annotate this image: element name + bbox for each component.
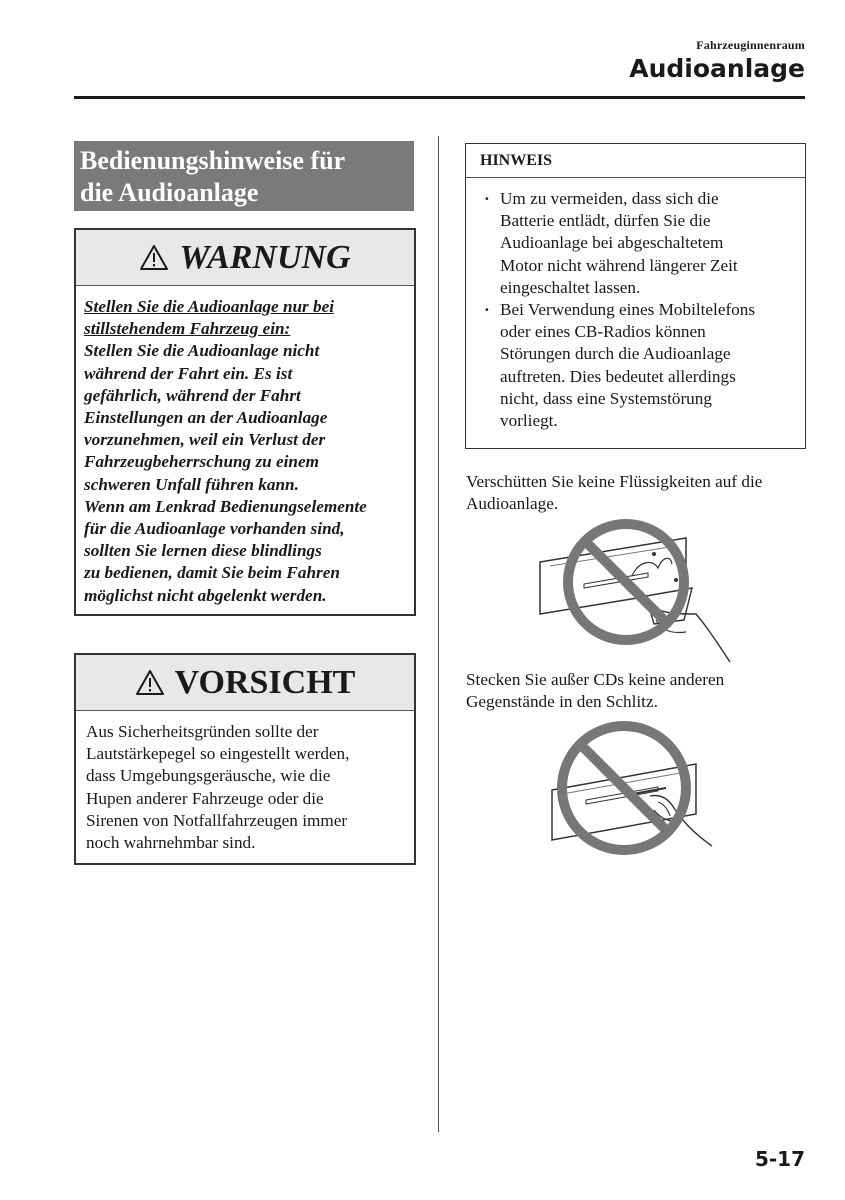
warning-triangle-icon [135,669,165,696]
warning-line: sollten Sie lernen diese blindlings [84,541,322,561]
note-item [480,188,795,299]
note-item [480,299,795,432]
caution-line: dass Umgebungsgeräusche, wie die [86,766,331,786]
no-liquid-illustration [536,518,746,668]
chapter-category: Fahrzeuginnenraum [696,38,805,52]
note-line: · Um zu vermeiden, dass sich die [500,189,719,208]
warning-line: schweren Unfall führen kann. [84,474,299,494]
page-title: Audioanlage [629,54,805,83]
caution-line: Aus Sicherheitsgründen sollte der [86,722,319,741]
caution-title: VORSICHT [174,663,356,701]
warning-line: möglichst nicht abgelenkt werden. [84,585,327,605]
warning-line: Einstellungen an der Audioanlage [84,408,328,428]
note-line: vorliegt. [500,411,558,431]
warning-line: während der Fahrt ein. Es ist [84,363,293,383]
note-box [465,143,806,449]
warning-box [74,228,416,616]
caution-line: Sirenen von Notfallfahrzeugen immer [86,810,348,830]
warning-lead: Stellen Sie die Audioanlage nur bei [84,297,335,316]
column-divider [438,136,439,1132]
warning-triangle-icon [139,244,169,271]
liquids-paragraph [466,471,811,515]
page-number: 5-17 [754,1147,805,1171]
no-objects-illustration [546,718,746,870]
note-line: nicht, dass eine Systemstörung [500,388,712,408]
caution-box [74,653,416,865]
warning-line: für die Audioanlage vorhanden sind, [84,519,345,539]
warning-lead: stillstehendem Fahrzeug ein: [84,319,291,339]
caution-line: noch wahrnehmbar sind. [86,833,256,853]
warning-line: vorzunehmen, weil ein Verlust der [84,430,326,450]
note-line: · Bei Verwendung eines Mobiltelefons [500,300,756,320]
note-title: HINWEIS [466,144,805,178]
caution-text [76,711,414,854]
caution-header [76,655,414,711]
slot-paragraph [466,669,811,713]
note-list [466,178,805,432]
note-line: Störungen durch die Audioanlage [500,344,731,364]
warning-text [76,286,414,607]
warning-line: Wenn am Lenkrad Bedienungselemente [84,496,367,516]
section-title-line: die Audioanlage [80,178,259,207]
paragraph-line: Audioanlage. [466,494,559,514]
caution-line: Hupen anderer Fahrzeuge oder die [86,788,324,808]
warning-header [76,230,414,286]
note-line: auftreten. Dies bedeutet allerdings [500,366,736,386]
note-line: eingeschaltet lassen. [500,277,641,297]
caution-line: Lautstärkepegel so eingestellt werden, [86,744,350,764]
paragraph-line: Stecken Sie außer CDs keine anderen [466,670,725,689]
section-title-line: Bedienungshinweise für [80,146,346,175]
section-title [74,141,414,211]
note-line: Motor nicht während längerer Zeit [500,255,738,275]
note-line: Batterie entlädt, dürfen Sie die [500,211,711,231]
paragraph-line: Verschütten Sie keine Flüssigkeiten auf die [466,472,763,491]
warning-line: gefährlich, während der Fahrt [84,385,301,405]
warning-title: WARNUNG [179,238,351,276]
warning-line: zu bedienen, damit Sie beim Fahren [84,563,340,583]
paragraph-line: Gegenstände in den Schlitz. [466,692,658,712]
warning-line: Fahrzeugbeherrschung zu einem [84,452,319,472]
header-rule [74,96,805,99]
note-line: Audioanlage bei abgeschaltetem [500,233,724,253]
note-line: oder eines CB-Radios können [500,322,706,342]
warning-line: Stellen Sie die Audioanlage nicht [84,341,320,361]
